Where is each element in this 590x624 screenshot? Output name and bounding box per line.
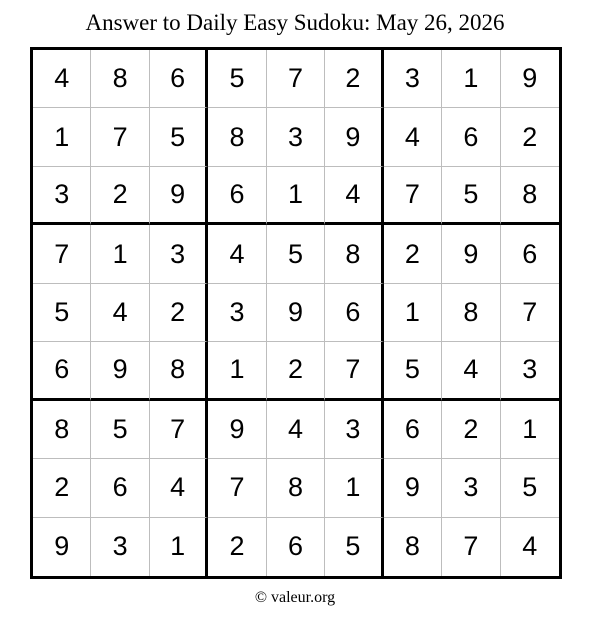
sudoku-cell: 2 — [208, 518, 266, 576]
sudoku-cell: 9 — [501, 50, 559, 108]
sudoku-cell: 4 — [384, 108, 442, 166]
sudoku-cell: 6 — [150, 50, 208, 108]
sudoku-cell: 8 — [384, 518, 442, 576]
sudoku-cell: 1 — [325, 459, 383, 517]
sudoku-cell: 2 — [91, 167, 149, 225]
sudoku-cell: 6 — [442, 108, 500, 166]
sudoku-cell: 8 — [442, 284, 500, 342]
sudoku-cell: 5 — [33, 284, 91, 342]
sudoku-cell: 7 — [267, 50, 325, 108]
sudoku-cell: 7 — [33, 225, 91, 283]
sudoku-cell: 4 — [442, 342, 500, 400]
sudoku-cell: 7 — [208, 459, 266, 517]
sudoku-cell: 2 — [33, 459, 91, 517]
sudoku-cell: 1 — [208, 342, 266, 400]
sudoku-cell: 2 — [267, 342, 325, 400]
sudoku-cell: 5 — [325, 518, 383, 576]
sudoku-cell: 3 — [150, 225, 208, 283]
sudoku-cell: 9 — [33, 518, 91, 576]
sudoku-cell: 3 — [442, 459, 500, 517]
sudoku-cell: 2 — [325, 50, 383, 108]
sudoku-cell: 8 — [267, 459, 325, 517]
sudoku-cell: 4 — [150, 459, 208, 517]
sudoku-cell: 4 — [522, 531, 538, 562]
sudoku-cell: 8 — [150, 342, 208, 400]
sudoku-cell: 7 — [150, 401, 208, 459]
sudoku-cell: 9 — [267, 284, 325, 342]
sudoku-cell: 3 — [325, 401, 383, 459]
sudoku-cell: 1 — [267, 167, 325, 225]
sudoku-cell: 1 — [91, 225, 149, 283]
sudoku-cell: 3 — [384, 50, 442, 108]
sudoku-cell: 7 — [91, 108, 149, 166]
copyright-footer: © valeur.org — [254, 589, 336, 606]
sudoku-cell: 1 — [501, 401, 559, 459]
sudoku-cell: 4 — [208, 225, 266, 283]
sudoku-cell: 6 — [384, 401, 442, 459]
sudoku-cell: 8 — [501, 167, 559, 225]
sudoku-board — [30, 47, 562, 579]
page-title: Answer to Daily Easy Sudoku: May 26, 2026 — [85, 10, 505, 35]
sudoku-cell: 5 — [267, 225, 325, 283]
sudoku-cell: 2 — [150, 284, 208, 342]
sudoku-cell: 1 — [33, 108, 91, 166]
sudoku-cell: 3 — [501, 342, 559, 400]
sudoku-cell: 8 — [325, 225, 383, 283]
sudoku-cell: 9 — [150, 167, 208, 225]
sudoku-cell: 6 — [501, 225, 559, 283]
sudoku-cell: 2 — [442, 401, 500, 459]
sudoku-cell: 9 — [325, 108, 383, 166]
sudoku-cell: 3 — [33, 167, 91, 225]
sudoku-cell: 8 — [91, 50, 149, 108]
sudoku-cell: 7 — [384, 167, 442, 225]
sudoku-cell: 5 — [208, 50, 266, 108]
sudoku-cell: 9 — [208, 401, 266, 459]
sudoku-cell: 3 — [267, 108, 325, 166]
sudoku-cell: 6 — [208, 167, 266, 225]
sudoku-cell: 6 — [325, 284, 383, 342]
sudoku-cell: 7 — [325, 342, 383, 400]
sudoku-cell: 6 — [91, 459, 149, 517]
sudoku-cell: 4 — [325, 167, 383, 225]
sudoku-cell: 1 — [442, 50, 500, 108]
sudoku-cell: 9 — [91, 342, 149, 400]
sudoku-cell: 7 — [501, 284, 559, 342]
sudoku-cell: 5 — [91, 401, 149, 459]
sudoku-cell: 3 — [208, 284, 266, 342]
sudoku-cell: 5 — [384, 342, 442, 400]
sudoku-cell: 2 — [501, 108, 559, 166]
sudoku-cell: 5 — [442, 167, 500, 225]
sudoku-cell: 9 — [442, 225, 500, 283]
sudoku-cell: 8 — [208, 108, 266, 166]
sudoku-cell: 2 — [384, 225, 442, 283]
sudoku-cell: 9 — [384, 459, 442, 517]
sudoku-cell: 7 — [442, 518, 500, 576]
sudoku-cell: 3 — [91, 518, 149, 576]
sudoku-cell: 4 — [267, 401, 325, 459]
sudoku-cell: 5 — [150, 108, 208, 166]
sudoku-cell: 4 — [91, 284, 149, 342]
sudoku-cell: 5 — [501, 459, 559, 517]
sudoku-cell: 1 — [384, 284, 442, 342]
sudoku-cell: 6 — [267, 518, 325, 576]
sudoku-cell: 4 — [33, 50, 91, 108]
sudoku-cell: 8 — [33, 401, 91, 459]
sudoku-cell: 6 — [33, 342, 91, 400]
sudoku-cell: 1 — [150, 518, 208, 576]
